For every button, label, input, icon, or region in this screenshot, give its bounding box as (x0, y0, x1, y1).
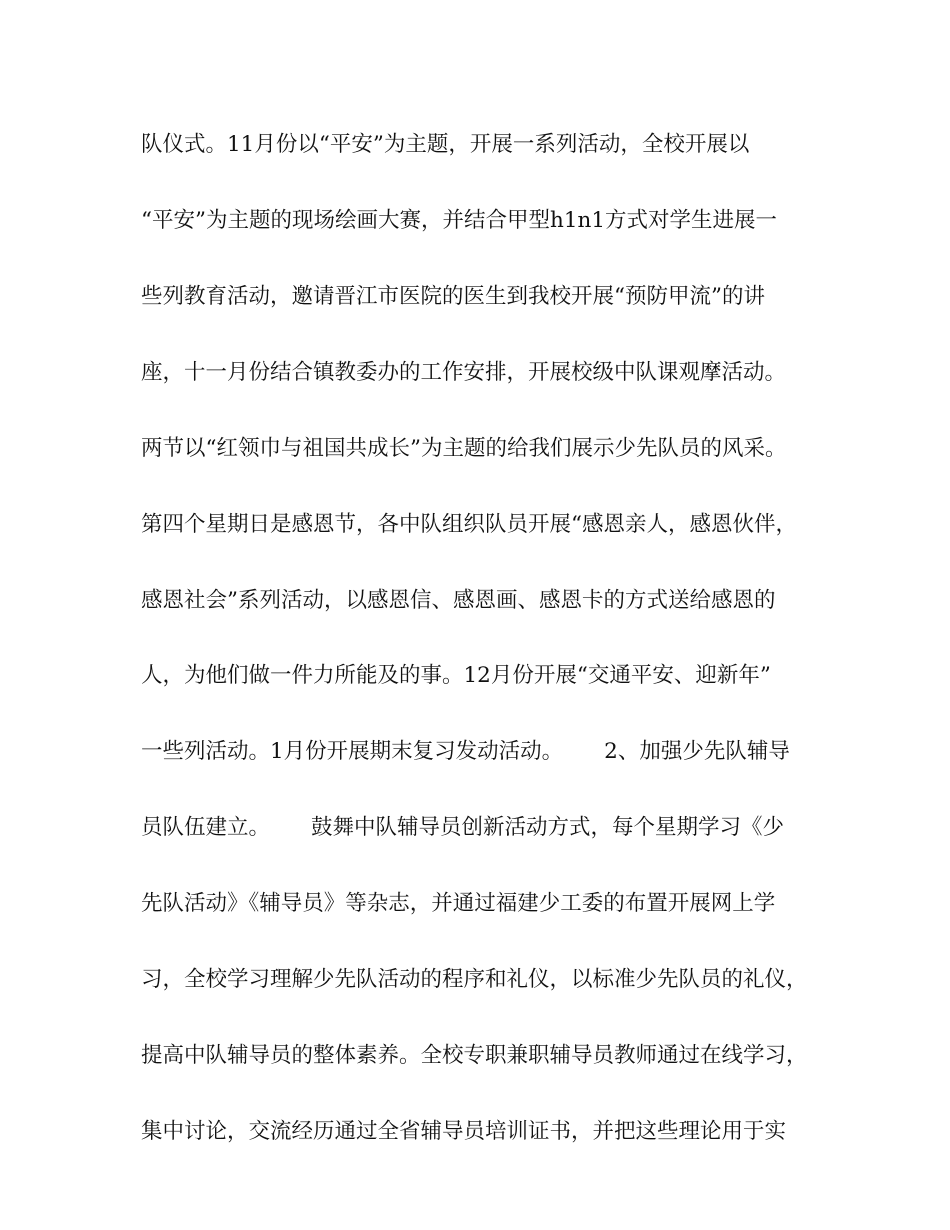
paragraph-line: 人，为他们做一件力所能及的事。12月份开展“交通平安、迎新年” (141, 663, 771, 688)
paragraph-line: 第四个星期日是感恩节，各中队组织队员开展“感恩亲人，感恩伙伴， (141, 512, 797, 537)
paragraph-line: 座，十一月份结合镇教委办的工作安排，开展校级中队课观摩活动。 (141, 360, 787, 385)
paragraph-line: 感恩社会”系列活动，以感恩信、感恩画、感恩卡的方式送给感恩的 (141, 588, 776, 613)
paragraph-line: 员队伍建立。 鼓舞中队辅导员创新活动方式，每个星期学习《少 (141, 815, 785, 840)
paragraph-line: 习，全校学习理解少先队活动的程序和礼仪，以标准少先队员的礼仪， (141, 967, 808, 992)
paragraph-line: 集中讨论，交流经历通过全省辅导员培训证书，并把这些理论用于实 (141, 1119, 787, 1144)
paragraph-line: “平安”为主题的现场绘画大赛，并结合甲型h1n1方式对学生进展一 (141, 208, 778, 233)
paragraph-line: 提高中队辅导员的整体素养。全校专职兼职辅导员教师通过在线学习， (141, 1043, 808, 1068)
paragraph-line: 队仪式。11月份以“平安”为主题，开展一系列活动，全校开展以 (141, 132, 750, 157)
paragraph-line: 两节以“红领巾与祖国共成长”为主题的给我们展示少先队员的风采。 (141, 436, 787, 461)
paragraph-line: 先队活动》《辅导员》等杂志，并通过福建少工委的布置开展网上学 (141, 891, 776, 916)
paragraph-line: 一些列活动。1月份开展期末复习发动活动。 2、加强少先队辅导 (141, 739, 790, 764)
paragraph-line: 些列教育活动，邀请晋江市医院的医生到我校开展“预防甲流”的讲 (141, 284, 765, 309)
